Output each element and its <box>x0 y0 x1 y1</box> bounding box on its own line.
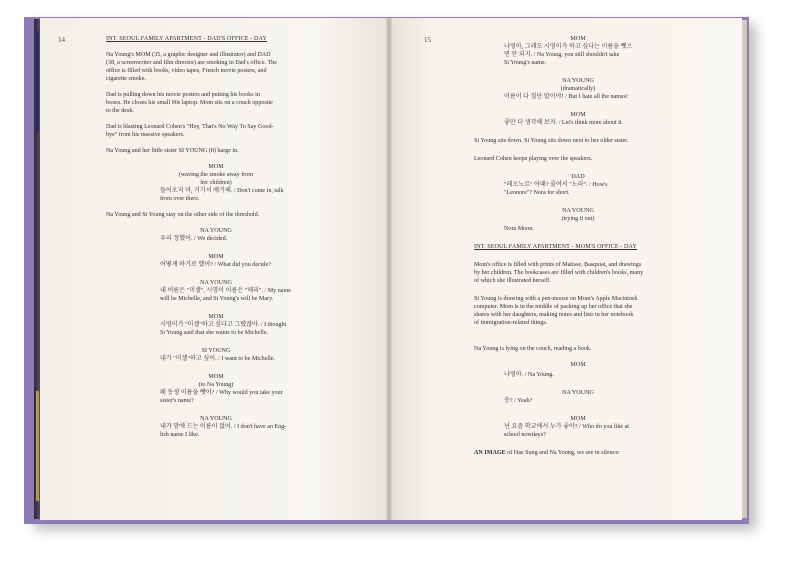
character-name: NA YOUNG <box>562 390 594 396</box>
action-line: of immigration-related things. <box>474 320 548 326</box>
character-name: MOM <box>208 164 224 170</box>
action-line: (38, a screenwriter and film director) are smoking in Dad's office. The <box>106 60 277 66</box>
action-line: cigarette smoke. <box>106 76 146 82</box>
dialogue-line: 우리 정했어. / We decided. <box>160 236 228 242</box>
dialogue-line: school nowdays? <box>504 432 546 438</box>
book-gutter <box>386 18 392 520</box>
parenthetical: (dramatically) <box>560 86 596 92</box>
scene-heading-moms-office: INT. SEOUL FAMILY APARTMENT - MOM'S OFFICE - DAY <box>474 244 637 250</box>
character-name: SI YOUNG <box>201 348 231 354</box>
dialogue-line: 내가 맘에 드는 이름이 없어. / I don't have an Eng- <box>160 424 287 430</box>
action-line: bye" from his massive speakers. <box>106 132 185 138</box>
character-name: MOM <box>570 416 586 422</box>
action-line: Dad is pulling down his movie posters and putting his books in <box>106 92 260 98</box>
character-name: NA YOUNG <box>200 280 232 286</box>
dialogue-line: 좋만 더 생각해 보자. / Let's think more about it. <box>504 120 624 126</box>
parenthetical: (trying it out) <box>561 216 595 222</box>
dialogue-line: 들어오지 마, 거기서 얘기해. / Don't come in, talk <box>160 188 284 194</box>
action-line: Na Young's MOM (35, a graphic designer and illustrator) and DAD <box>106 52 271 58</box>
right-page-number: 15 <box>424 36 431 44</box>
action-line: shares with her daughters, making notes and lists in her notebook <box>474 312 634 318</box>
character-name: MOM <box>208 314 224 320</box>
parenthetical: (waving the smoke away from <box>178 172 254 178</box>
action-line: office is filled with books, video tapes, French movie posters, and <box>106 68 267 74</box>
parenthetical: her children) <box>200 180 232 186</box>
dialogue-line: sister's name? <box>160 398 194 404</box>
dialogue-line: Si Young's name. <box>504 60 547 66</box>
dialogue-line: 왜 동생 이름을 뺏어? / Why would you take your <box>160 390 283 396</box>
dialogue-line: 넌 요즘 학교에서 누가 좋아? / Who do you like at <box>504 424 629 430</box>
edge-accent-gold <box>36 391 39 501</box>
dialogue-line: 면 안 되지. / Na Young, you still shouldn't take <box>504 52 620 58</box>
character-name: MOM <box>570 112 586 118</box>
action-emphasis: AN IMAGE <box>474 450 506 456</box>
dialogue-line: 시영이가 "미셸"하고 싶다고 그랬잖아. / I thought <box>160 322 287 328</box>
action-line: computer. Mom is in the middle of packing up her office that she <box>474 304 633 310</box>
dialogue-line: will be Michelle, and Si Young's will be Mary. <box>160 296 274 302</box>
dialogue-line: 어떻게 하기로 했어? / What did you decide? <box>160 262 271 268</box>
character-name: NA YOUNG <box>200 228 232 234</box>
dialogue-line: "Leonore"? Nora for short. <box>504 190 570 196</box>
action-line: to the desk. <box>106 108 134 114</box>
action-line: Na Young and Si Young stay on the other side of the threshold. <box>106 212 260 218</box>
action-line: by her children. The bookcases are filled with children's books, many <box>474 270 644 276</box>
dialogue-line: 응? / Yeah? <box>504 398 533 404</box>
character-name: MOM <box>570 362 586 368</box>
dialogue-line: "레오노르" 어때? 줄여서 "노라". / How's <box>504 182 608 188</box>
character-name: NA YOUNG <box>200 416 232 422</box>
action-line: Leonard Cohen keeps playing over the speakers. <box>474 156 593 162</box>
action-line-final <box>474 450 620 457</box>
action-line: Dad is blasting Leonard Cohen's "Hey, That's No Way To Say Good- <box>106 124 274 130</box>
dialogue-line: 나영아, 그래도 시영이가 하고 싶다는 이름을 뺏으 <box>504 44 633 50</box>
action-line: of which she illustrated herself. <box>474 278 551 284</box>
page-edges <box>742 20 747 518</box>
character-name: MOM <box>570 36 586 42</box>
dialogue-line: lish name I like. <box>160 432 200 438</box>
character-name: NA YOUNG <box>562 208 594 214</box>
action-line: Si Young is drawing with a pen-mouse on Mom's Apple Macintosh <box>474 296 638 302</box>
edge-accent-blue <box>36 31 39 131</box>
left-page-number: 14 <box>58 36 65 44</box>
character-name: NA YOUNG <box>562 78 594 84</box>
action-line: Na Young and her little sister SI YOUNG (8) barge in. <box>106 148 239 154</box>
parenthetical: (to Na Young) <box>198 382 234 388</box>
dialogue-line: 내가 "미셸"하고 싶어. / I want to be Michelle. <box>160 356 276 362</box>
character-name: MOM <box>208 254 224 260</box>
scene-heading-dads-office: INT. SEOUL FAMILY APARTMENT - DAD'S OFFICE - DAY <box>106 36 267 42</box>
action-line: Na Young is lying on the couch, reading a book. <box>474 346 592 352</box>
dialogue-line: 나영아. / Na Young. <box>504 372 554 378</box>
action-line: Si Young sits down. Si Young sits down next to her older sister. <box>474 138 629 144</box>
action-text: of Hae Sung and Na Young, we see in silence: <box>505 450 620 456</box>
character-name: MOM <box>208 374 224 380</box>
dialogue-line: 이름이 다 질단 말이야! / But I hate all the names! <box>504 94 629 100</box>
action-line: boxes. He closes his small 90s laptop. Mom sits on a couch opposite <box>106 100 273 106</box>
action-line: Mom's office is filled with prints of Matisse, Basquiat, and drawings <box>474 262 642 268</box>
dialogue-line: from over there. <box>160 196 200 202</box>
dialogue-line: 내 이름은 "미셸", 시영이 이름은 "매리". / My name <box>160 288 291 294</box>
dialogue-line: Nora Moon. <box>504 226 534 232</box>
character-name: DAD <box>571 174 585 180</box>
dialogue-line: Si Young said that she wants to be Michelle. <box>160 330 268 336</box>
